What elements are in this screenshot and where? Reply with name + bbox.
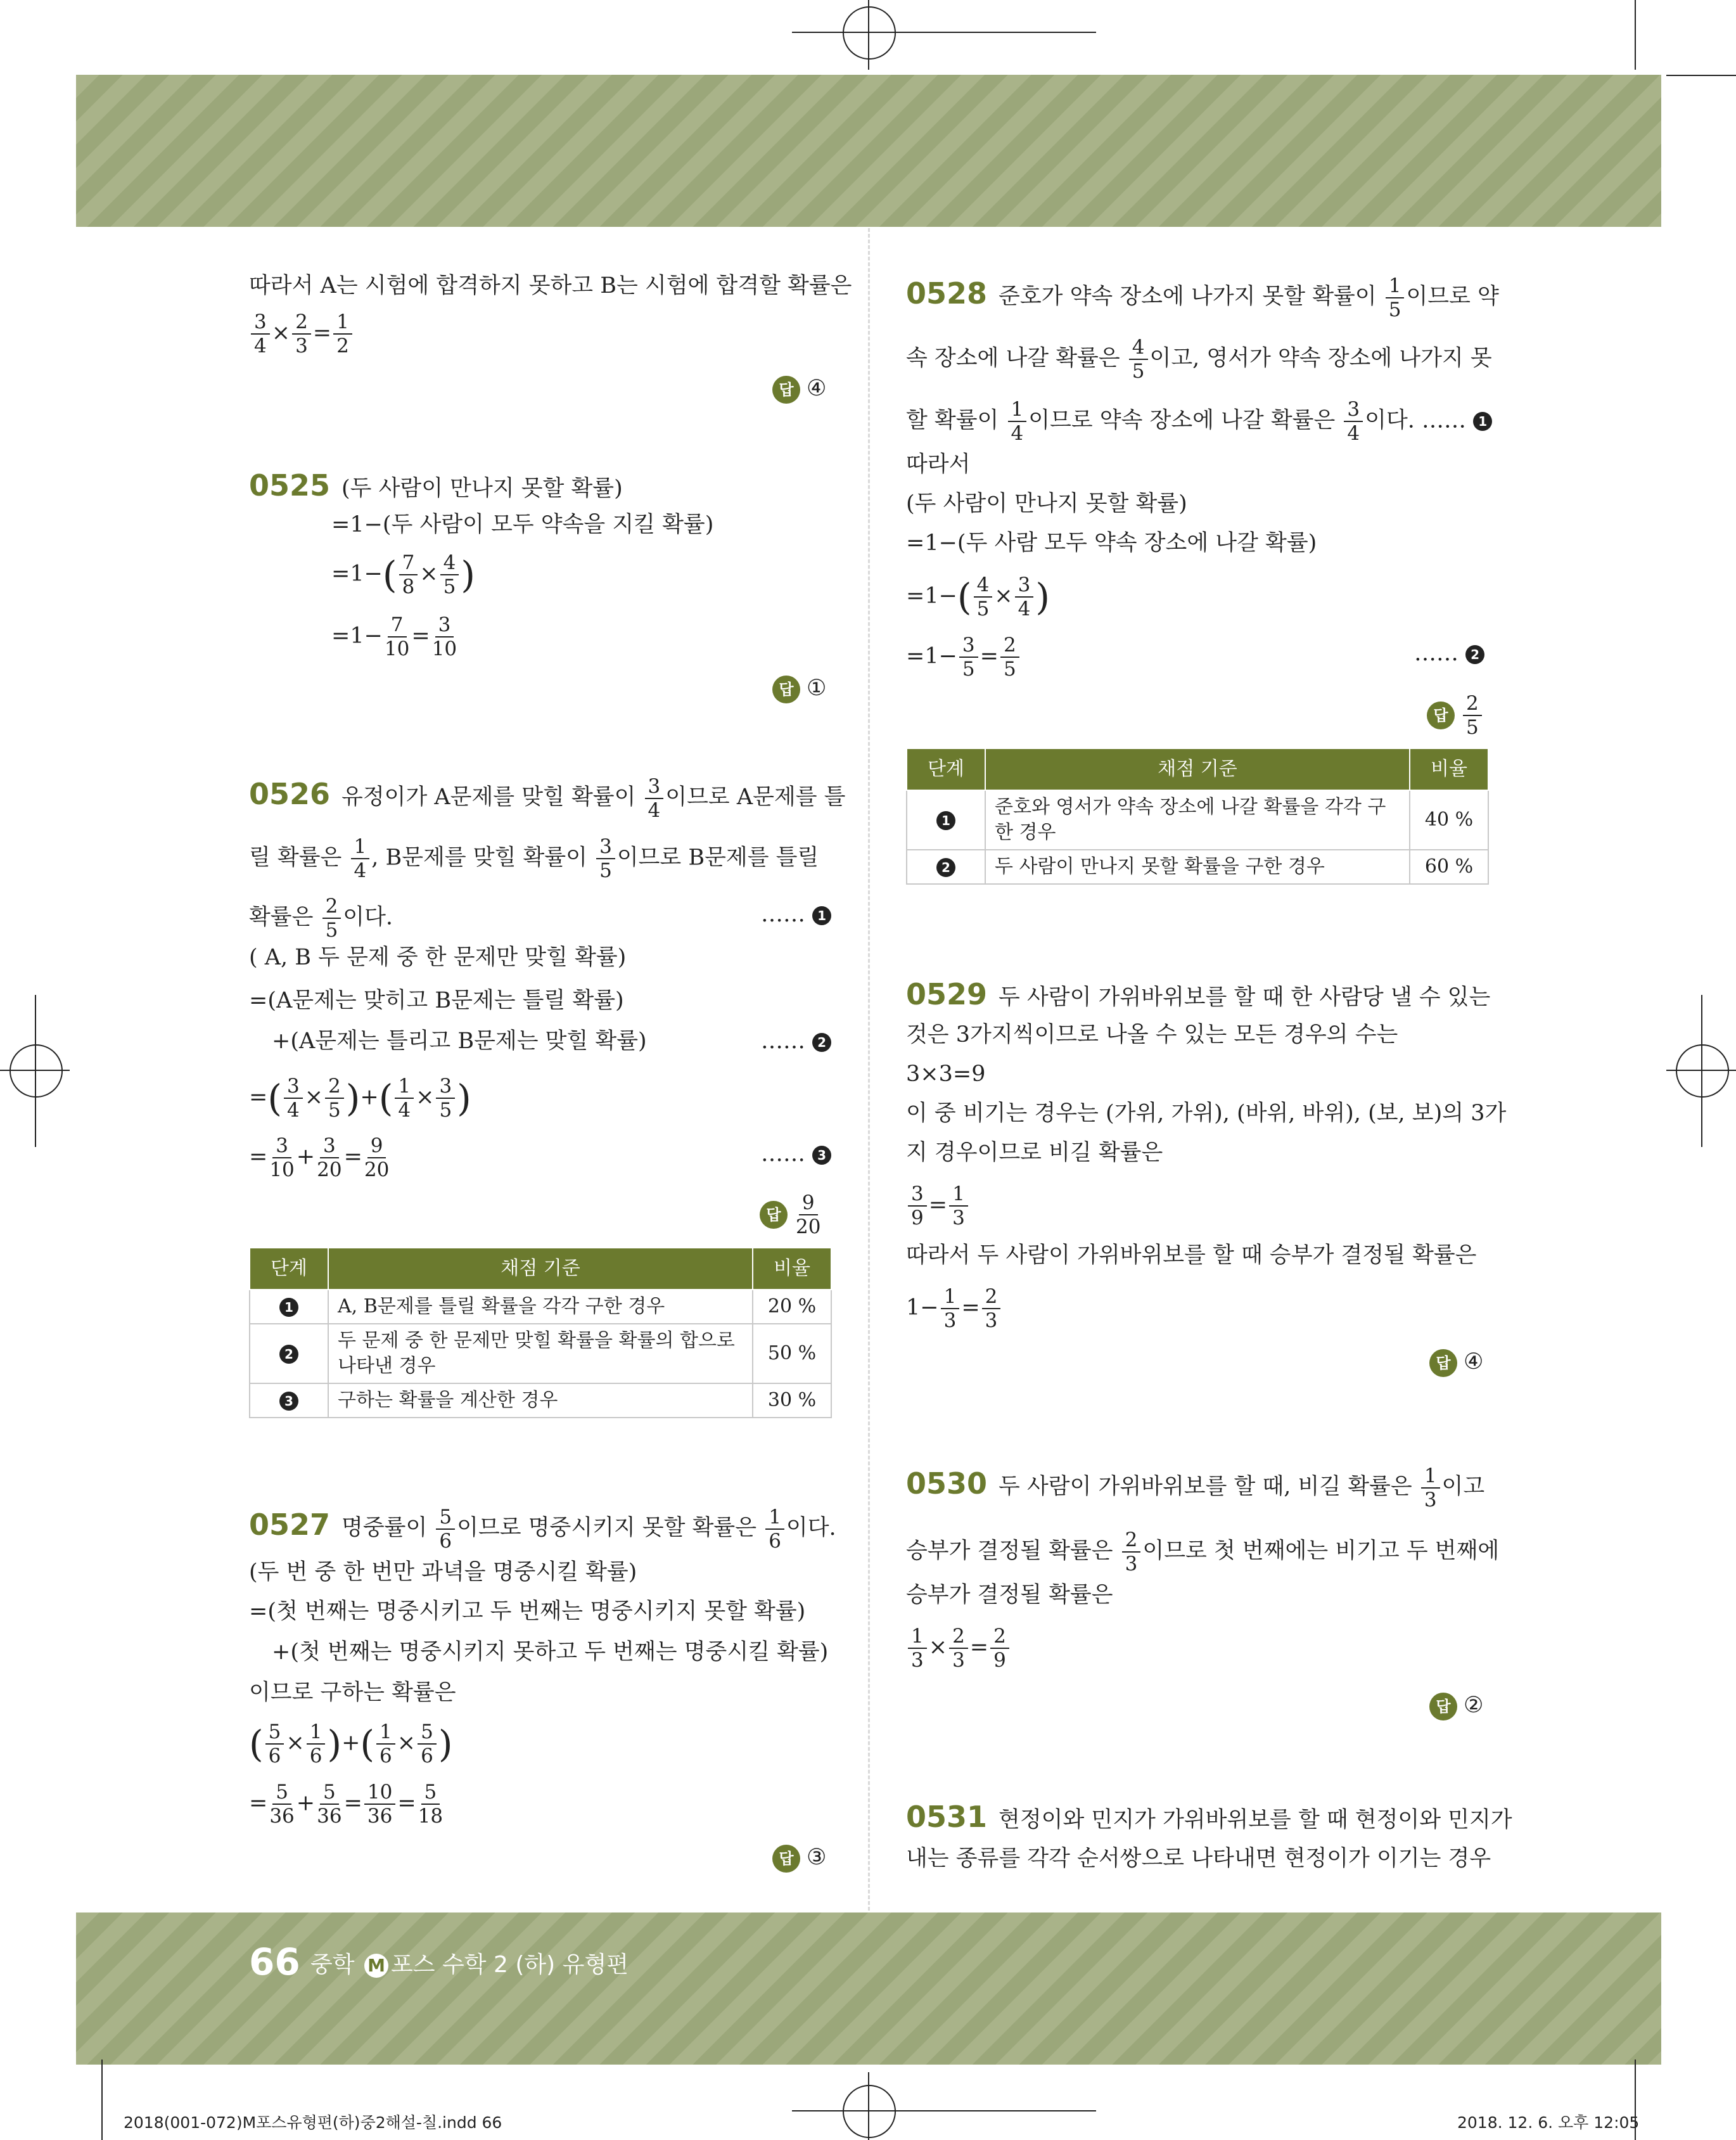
q0527-line3: =(첫 번째는 명중시키고 두 번째는 명중시키지 못할 확률)	[249, 1599, 806, 1624]
q0529-line5: 지 경우이므로 비길 확률은	[906, 1140, 1163, 1165]
q0526-line4: ( A, B 두 문제 중 한 문제만 맞힐 확률)	[249, 945, 627, 970]
q0526-line2: 릴 확률은 $\frac{1}{4}$ , B문제를 맞힐 확률이 $\frac{3}{5}$ 이므로 B문제를 틀릴	[249, 835, 819, 882]
q0530-line4: $\frac{1}{3}$ × $\frac{2}{3}$ = $\frac{2}{9}$	[906, 1625, 1011, 1672]
q0527-line7: = $\frac{5}{36}$ + $\frac{5}{36}$ = $\frac{10}{36}$ = $\frac{5}{18}$	[249, 1781, 444, 1828]
crop-mark	[792, 2110, 1096, 2111]
q0525-line1: 0525 (두 사람이 만나지 못할 확률)	[249, 468, 623, 503]
q0528-line5: (두 사람이 만나지 못할 확률)	[906, 491, 1187, 516]
scoring-table-0528	[906, 748, 1489, 885]
q0529-line1: 0529 두 사람이 가위바위보를 할 때 한 사람당 낼 수 있는	[906, 977, 1491, 1011]
answer-badge-icon: 답	[760, 1201, 788, 1229]
intro-equation: $\frac{3}{4}$ × $\frac{2}{3}$ = $\frac{1}{2}$	[249, 311, 354, 357]
q0528-line8: =1− $\frac{3}{5}$ = $\frac{2}{5}$	[906, 634, 1021, 681]
table-header: 단계	[250, 1248, 328, 1290]
q0527-line6: ( $\frac{5}{6}$ × $\frac{1}{6}$ )+( $\frac{1}{6}$ × $\frac{5}{6}$ )	[249, 1720, 453, 1767]
table-row: 2 두 사람이 만나지 못할 확률을 구한 경우 60 %	[907, 850, 1488, 884]
column-divider	[868, 228, 870, 1911]
table-row: 2 두 문제 중 한 문제만 맞힐 확률을 확률의 합으로 나타낸 경우 50 %	[250, 1324, 831, 1383]
intro-line: 따라서 A는 시험에 합격하지 못하고 B는 시험에 합격할 확률은	[249, 273, 852, 298]
question-number: 0531	[906, 1800, 988, 1834]
q0527-line4: +(첫 번째는 명중시키지 못하고 두 번째는 명중시킬 확률)	[272, 1639, 829, 1665]
answer-badge-icon: 답	[772, 676, 800, 703]
q0527-line2: (두 번 중 한 번만 과녁을 명중시킬 확률)	[249, 1560, 637, 1585]
q0526-line5: =(A문제는 맞히고 B문제는 틀릴 확률)	[249, 988, 624, 1013]
q0528-line4: 따라서	[906, 452, 971, 477]
q0526-line7: =( $\frac{3}{4}$ × $\frac{2}{5}$ )+( $\frac{1}{4}$ × $\frac{3}{5}$ )	[249, 1075, 471, 1122]
question-number: 0525	[249, 468, 331, 503]
answer-0526: 답 $\frac{9}{20}$	[760, 1191, 822, 1238]
table-header: 채점 기준	[328, 1248, 753, 1290]
table-header: 비율	[1410, 748, 1488, 790]
q0528-line1: 0528 준호가 약속 장소에 나가지 못할 확률이 $\frac{1}{5}$ 이므로 약	[906, 274, 1499, 321]
step-marker-icon: 1	[936, 811, 955, 830]
q0529-line8: 1− $\frac{1}{3}$ = $\frac{2}{3}$	[906, 1285, 1002, 1332]
answer-0525: 답 ①	[772, 669, 826, 708]
book-title: 중학 M 포스 수학 2 (하) 유형편	[310, 1952, 629, 1978]
q0529-line4: 이 중 비기는 경우는 (가위, 가위), (바위, 바위), (보, 보)의 3가	[906, 1101, 1507, 1126]
table-row: 1 A, B문제를 틀릴 확률을 각각 구한 경우 20 %	[250, 1290, 831, 1324]
table-row: 3 구하는 확률을 계산한 경우 30 %	[250, 1383, 831, 1418]
q0526-line8: = $\frac{3}{10}$ + $\frac{3}{20}$ = $\frac{9}{20}$	[249, 1134, 390, 1181]
answer-badge-icon: 답	[1429, 1693, 1457, 1720]
step-marker-icon: 1	[279, 1298, 298, 1317]
step-marker-icon: 2	[812, 1033, 831, 1052]
q0525-line4: =1− $\frac{7}{10}$ = $\frac{3}{10}$	[331, 613, 457, 660]
answer-badge-icon: 답	[1427, 702, 1455, 729]
q0529-line6: $\frac{3}{9}$ = $\frac{1}{3}$	[906, 1182, 970, 1229]
question-number: 0530	[906, 1466, 988, 1501]
question-number: 0528	[906, 276, 988, 311]
crop-mark	[101, 2060, 103, 2140]
q0528-line6: =1−(두 사람 모두 약속 장소에 나갈 확률)	[906, 530, 1317, 556]
table-header: 채점 기준	[985, 748, 1410, 790]
q0525-line2: =1−(두 사람이 모두 약속을 지킬 확률)	[331, 512, 714, 537]
step-marker-2: …… 2	[1414, 634, 1484, 673]
answer-badge-icon: 답	[772, 1845, 800, 1873]
q0526-line6: +(A문제는 틀리고 B문제는 맞힐 확률)	[272, 1028, 647, 1054]
step-marker-icon: 3	[279, 1392, 298, 1411]
scoring-table-0526	[249, 1247, 832, 1418]
question-number: 0529	[906, 977, 988, 1011]
step-marker-icon: 2	[1465, 645, 1484, 664]
step-marker-1: …… 1	[761, 895, 831, 934]
step-marker-3: …… 3	[761, 1134, 831, 1174]
answer-prev: 답 ④	[772, 369, 826, 408]
answer-0528: 답 $\frac{2}{5}$	[1427, 692, 1484, 739]
registration-mark-icon	[10, 1044, 63, 1098]
registration-mark-icon	[1676, 1044, 1729, 1098]
q0530-line3: 승부가 결정될 확률은	[906, 1582, 1113, 1608]
q0531-line1: 0531 현정이와 민지가 가위바위보를 할 때 현정이와 민지가	[906, 1800, 1512, 1834]
footer-band	[76, 1913, 1661, 2065]
file-slug: 2018(001-072)M포스유형편(하)중2해설-칠.indd 66	[124, 2113, 502, 2132]
q0526-line1: 0526 유정이가 A문제를 맞힐 확률이 $\frac{3}{4}$ 이므로 A문제를 틀	[249, 774, 846, 822]
header-band	[76, 75, 1661, 227]
q0529-line3: 3×3=9	[906, 1061, 986, 1087]
q0528-line3: 할 확률이 $\frac{1}{4}$ 이므로 약속 장소에 나갈 확률은 $\frac{3}{4}$ 이다. …… 1	[906, 398, 1492, 445]
q0528-line7: =1−( $\frac{4}{5}$ × $\frac{3}{4}$ )	[906, 573, 1050, 620]
step-marker-icon: 1	[812, 906, 831, 925]
registration-mark-icon	[843, 6, 896, 60]
question-number: 0526	[249, 777, 331, 811]
answer-badge-icon: 답	[1429, 1349, 1457, 1377]
q0529-line7: 따라서 두 사람이 가위바위보를 할 때 승부가 결정될 확률은	[906, 1243, 1477, 1268]
step-marker-icon: 3	[812, 1146, 831, 1165]
crop-mark	[1666, 75, 1736, 76]
table-header: 단계	[907, 748, 985, 790]
q0530-line1: 0530 두 사람이 가위바위보를 할 때, 비길 확률은 $\frac{1}{3}$ 이고	[906, 1464, 1485, 1511]
q0530-line2: 승부가 결정될 확률은 $\frac{2}{3}$ 이므로 첫 번째에는 비기고 두 번째에	[906, 1528, 1500, 1575]
q0527-line5: 이므로 구하는 확률은	[249, 1680, 456, 1705]
registration-mark-icon	[843, 2085, 896, 2138]
page-number: 66	[249, 1940, 300, 1983]
answer-badge-icon: 답	[772, 376, 800, 404]
crop-mark	[1635, 0, 1636, 70]
step-marker-icon: 1	[1473, 412, 1492, 431]
table-header: 비율	[753, 1248, 831, 1290]
answer-0527: 답 ③	[772, 1838, 826, 1877]
answer-0530: 답 ②	[1429, 1686, 1483, 1725]
step-marker-icon: 2	[279, 1345, 298, 1364]
q0525-line3: =1−( $\frac{7}{8}$ × $\frac{4}{5}$ )	[331, 551, 475, 598]
step-marker-2: …… 2	[761, 1022, 831, 1061]
q0527-line1: 0527 명중률이 $\frac{5}{6}$ 이므로 명중시키지 못할 확률은 $\frac{1}{6}$ 이다.	[249, 1505, 836, 1553]
crop-mark	[792, 32, 1096, 33]
date-slug: 2018. 12. 6. 오후 12:05	[1457, 2113, 1640, 2132]
q0528-line2: 속 장소에 나갈 확률은 $\frac{4}{5}$ 이고, 영서가 약속 장소에 나가지 못	[906, 336, 1492, 383]
q0526-line3: 확률은 $\frac{2}{5}$ 이다.	[249, 895, 393, 942]
m-logo-icon: M	[364, 1954, 388, 1978]
answer-0529: 답 ④	[1429, 1342, 1483, 1381]
table-row: 1 준호와 영서가 약속 장소에 나갈 확률을 각각 구한 경우 40 %	[907, 790, 1488, 850]
question-number: 0527	[249, 1508, 331, 1542]
q0529-line2: 것은 3가지씩이므로 나올 수 있는 모든 경우의 수는	[906, 1022, 1398, 1048]
step-marker-icon: 2	[936, 858, 955, 877]
q0531-line2: 내는 종류를 각각 순서쌍으로 나타내면 현정이가 이기는 경우	[906, 1846, 1491, 1871]
